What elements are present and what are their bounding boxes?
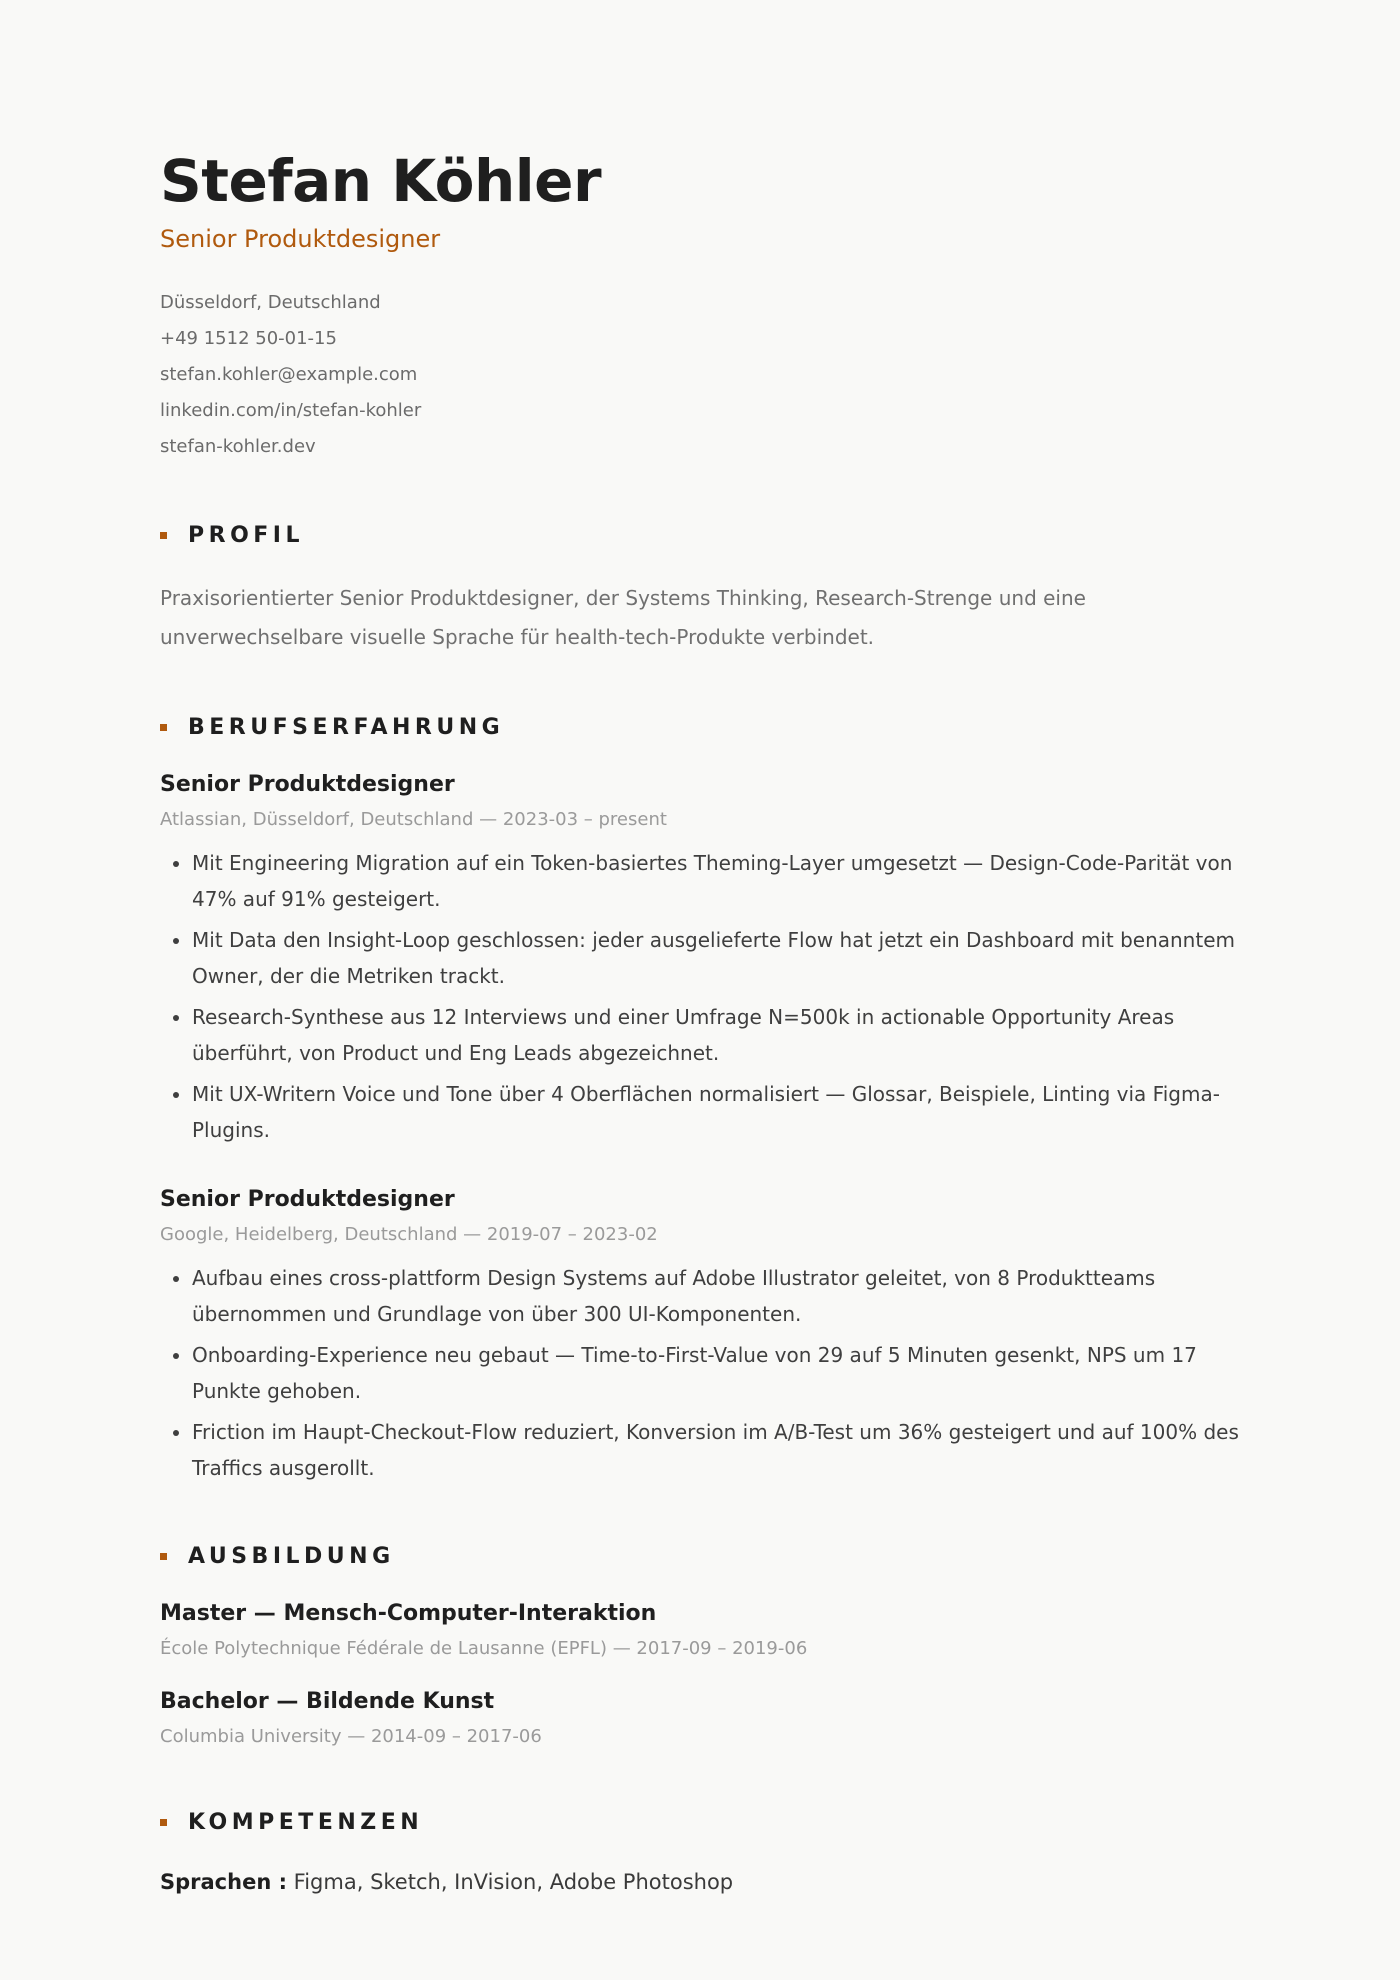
section-header xyxy=(160,519,1240,551)
education-entry xyxy=(160,1686,1240,1752)
education-degree: Master — Mensch-Computer-Interaktion xyxy=(160,1601,657,1626)
profile-section xyxy=(160,519,1240,657)
person-name: Stefan Köhler xyxy=(160,147,602,215)
skills-label: Sprachen : xyxy=(160,1870,287,1894)
skills-section xyxy=(160,1806,1240,1898)
contact-website: stefan-kohler.dev xyxy=(160,436,316,457)
section-marker-icon xyxy=(160,1819,167,1826)
education-entry xyxy=(160,1598,1240,1664)
education-meta: École Polytechnique Fédérale de Lausanne (EPFL) — 2017-09 – 2019-06 xyxy=(160,1638,808,1659)
job-entry-title: Senior Produktdesigner xyxy=(160,1187,455,1212)
education-degree: Bachelor — Bildende Kunst xyxy=(160,1689,495,1714)
job-entry-title: Senior Produktdesigner xyxy=(160,772,455,797)
achievement-item: • Research-Synthese aus 12 Interviews und einer Umfrage N=500k in actionable Opportunity Areas überführt, von Product und Eng Leads abgezeichnet. xyxy=(192,999,1240,1071)
section-header xyxy=(160,711,1240,743)
achievement-item: • Mit UX-Writern Voice und Tone über 4 Oberflächen normalisiert — Glossar, Beispiele, Linting via Figma-Plugins. xyxy=(192,1076,1240,1148)
skills-value: Figma, Sketch, InVision, Adobe Photoshop xyxy=(293,1870,734,1894)
job-entry-meta: Atlassian, Düsseldorf, Deutschland — 2023-03 – present xyxy=(160,809,667,830)
achievement-item: • Aufbau eines cross-plattform Design Systems auf Adobe Illustrator geleitet, von 8 Produktteams übernommen und Grundlage von über 300 UI-Komponenten. xyxy=(192,1260,1240,1332)
contact-email: stefan.kohler@example.com xyxy=(160,364,418,385)
achievement-item: • Onboarding-Experience neu gebaut — Time-to-First-Value von 29 auf 5 Minuten gesenkt, NPS um 17 Punkte gehoben. xyxy=(192,1337,1240,1409)
experience-section xyxy=(160,711,1240,1486)
contact-linkedin: linkedin.com/in/stefan-kohler xyxy=(160,400,422,421)
resume-header xyxy=(160,145,1240,465)
section-marker-icon xyxy=(160,1553,167,1560)
achievement-item: • Friction im Haupt-Checkout-Flow reduziert, Konversion im A/B-Test um 36% gesteigert und auf 100% des Traffics ausgerollt. xyxy=(192,1414,1240,1486)
section-title-experience: BERUFSERFAHRUNG xyxy=(188,714,505,740)
section-title-education: AUSBILDUNG xyxy=(188,1543,395,1569)
achievement-item: • Mit Data den Insight-Loop geschlossen: jeder ausgelieferte Flow hat jetzt ein Dashboard mit benanntem Owner, der die Metriken trackt. xyxy=(192,922,1240,994)
job-entry xyxy=(160,1184,1240,1486)
section-title-skills: KOMPETENZEN xyxy=(188,1809,424,1835)
section-marker-icon xyxy=(160,532,167,539)
job-achievements xyxy=(160,1260,1240,1486)
section-marker-icon xyxy=(160,724,167,731)
education-section xyxy=(160,1540,1240,1752)
section-header xyxy=(160,1540,1240,1572)
job-entry xyxy=(160,769,1240,1148)
job-entry-meta: Google, Heidelberg, Deutschland — 2019-07 – 2023-02 xyxy=(160,1224,658,1245)
contact-location: Düsseldorf, Deutschland xyxy=(160,292,381,313)
achievement-item: • Mit Engineering Migration auf ein Token-basiertes Theming-Layer umgesetzt — Design-Code-Parität von 47% auf 91% gesteigert. xyxy=(192,845,1240,917)
section-title-profile: PROFIL xyxy=(188,522,304,548)
skills-row xyxy=(160,1866,1240,1898)
education-meta: Columbia University — 2014-09 – 2017-06 xyxy=(160,1726,542,1747)
section-header xyxy=(160,1806,1240,1838)
contact-phone: +49 1512 50-01-15 xyxy=(160,328,337,349)
job-achievements xyxy=(160,845,1240,1148)
contact-list xyxy=(160,285,1240,465)
profile-summary: Praxisorientierter Senior Produktdesigner, der Systems Thinking, Research-Strenge und eine unverwechselbare visuelle Sprache für health-tech-Produkte verbindet. xyxy=(160,586,1086,649)
job-title-headline: Senior Produktdesigner xyxy=(160,225,441,253)
